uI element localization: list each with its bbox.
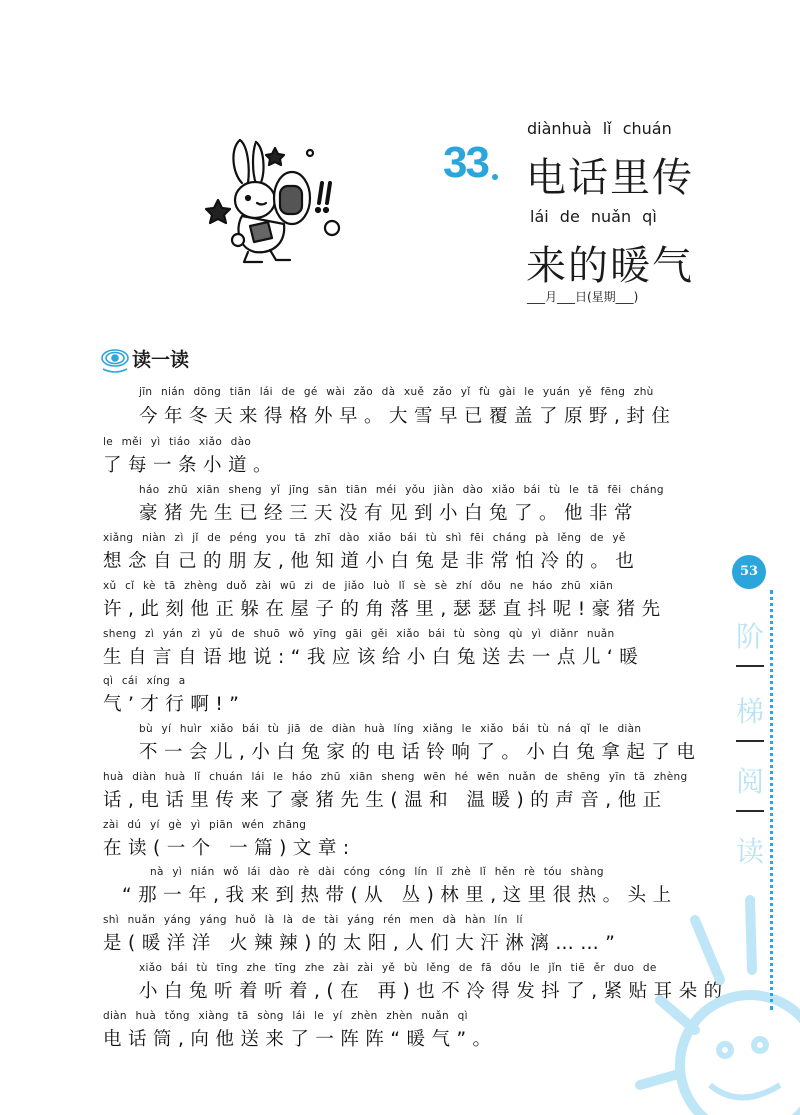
title-pinyin-line1: diànhuà lǐ chuán (527, 119, 672, 138)
sidebar-rule (736, 810, 764, 812)
sidebar-rule (736, 665, 764, 667)
text-line: 在读(一个 一篇)文章: (103, 838, 356, 859)
pinyin-line: nà yì nián wǒ lái dào rè dài cóng cóng lín lǐ zhè lǐ hěn rè tóu shàng (150, 866, 604, 878)
text-line: 许,此刻他正躲在屋子的角落里,瑟瑟直抖呢!豪猪先 (103, 599, 667, 620)
lesson-number: 33 (443, 138, 488, 188)
text-line: 小白兔听着听着,(在 再)也不冷得发抖了,紧贴耳朵的 (139, 981, 729, 1002)
sidebar-column (728, 555, 778, 885)
title-line2: 来的暖气 (526, 243, 694, 289)
text-line: 气’才行啊!” (103, 694, 246, 715)
pinyin-line: diàn huà tǒng xiàng tā sòng lái le yí zhèn zhèn nuǎn qì (103, 1010, 468, 1022)
text-line: 电话筒,向他送来了一阵阵“暖气”。 (103, 1029, 498, 1050)
page-number: 53 (732, 555, 766, 589)
pinyin-line: sheng zì yán zì yǔ de shuō wǒ yīng gāi gěi xiǎo bái tù sòng qù yì diǎnr nuǎn (103, 628, 615, 640)
pinyin-line: huà diàn huà lǐ chuán lái le háo zhū xiān sheng wēn hé wēn nuǎn de shēng yīn tā zhèng (103, 771, 688, 783)
pinyin-line: jīn nián dōng tiān lái de gé wài zǎo dà xuě zǎo yǐ fù gài le yuán yě fēng zhù (139, 386, 654, 398)
text-line: 不一会儿,小白兔家的电话铃响了。小白兔拿起了电 (139, 742, 702, 763)
date-line: ___月___日(星期___) (527, 290, 639, 304)
sidebar-char: 阶 (735, 620, 764, 653)
eye-icon (100, 345, 130, 373)
text-line: “那一年,我来到热带(从 丛)林里,这里很热。头上 (122, 885, 678, 906)
pinyin-line: xǔ cǐ kè tā zhèng duǒ zài wū zi de jiǎo luò lǐ sè sè zhí dǒu ne háo zhū xiān (103, 580, 614, 592)
title-pinyin-line2: lái de nuǎn qì (530, 207, 657, 226)
sidebar-char: 读 (735, 835, 764, 868)
pinyin-line: bù yí huìr xiǎo bái tù jiā de diàn huà líng xiǎng le xiǎo bái tù ná qǐ le diàn (139, 723, 642, 735)
pinyin-line: qì cái xíng a (103, 675, 186, 687)
text-line: 今年冬天来得格外早。大雪早已覆盖了原野,封住 (139, 406, 677, 427)
text-line: 豪猪先生已经三天没有见到小白兔了。他非常 (139, 503, 640, 524)
pinyin-line: shì nuǎn yáng yáng huǒ là là de tài yáng rén men dà hàn lín lí (103, 914, 523, 926)
title-block (0, 0, 800, 320)
pinyin-line: zài dú yí gè yì piān wén zhāng (103, 819, 307, 831)
text-line: 话,电话里传来了豪猪先生(温和 温暖)的声音,他正 (103, 790, 668, 811)
text-line: 是(暖洋洋 火辣辣)的太阳,人们大汗淋漓……” (103, 933, 622, 954)
pinyin-line: háo zhū xiān sheng yǐ jīng sān tiān méi yǒu jiàn dào xiǎo bái tù le tā fēi cháng (139, 484, 664, 496)
title-line1: 电话里传 (526, 155, 694, 201)
sidebar-rule (736, 740, 764, 742)
pinyin-line: xiǎo bái tù tīng zhe tīng zhe zài zài yě bù lěng de fā dǒu le jǐn tiē ěr duo de (139, 962, 657, 974)
section-title: 读一读 (132, 349, 190, 371)
text-line: 了每一条小道。 (103, 455, 279, 476)
pinyin-line: le měi yì tiáo xiǎo dào (103, 436, 252, 448)
text-line: 想念自己的朋友,他知道小白兔是非常怕冷的。也 (103, 551, 641, 572)
pinyin-line: xiǎng niàn zì jǐ de péng you tā zhī dào xiǎo bái tù shì fēi cháng pà lěng de yě (103, 532, 626, 544)
text-line: 生自言自语地说:“我应该给小白兔送去一点儿‘暖 (103, 647, 645, 668)
sidebar-char: 阅 (735, 765, 764, 798)
sidebar-char: 梯 (735, 695, 764, 728)
